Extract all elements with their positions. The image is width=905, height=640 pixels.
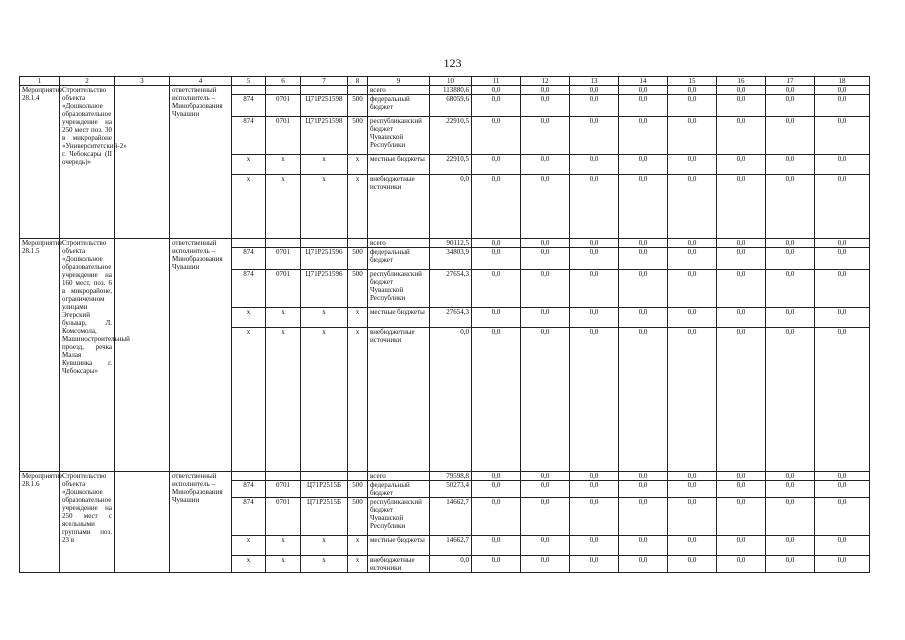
value-col-11: 0,0 (472, 481, 521, 498)
value-col-18: 0,0 (815, 86, 870, 95)
target-article-code: x (301, 308, 348, 328)
column-number: 6 (266, 77, 301, 86)
event-executor: ответственный исполнитель – Минобразования Чувашии (170, 239, 232, 472)
value-col-14: 0,0 (619, 175, 668, 239)
value-col-17: 0,0 (766, 481, 815, 498)
section-code: 0701 (266, 270, 301, 308)
value-col-17: 0,0 (766, 86, 815, 95)
value-col-13: 0,0 (570, 248, 619, 270)
column-number: 7 (301, 77, 348, 86)
event-name: Строительство объекта «Дошкольное образовательное учреждение на 250 мест с ясельными группами поз. 23 в (60, 472, 115, 573)
value-col-15: 0,0 (668, 498, 717, 536)
value-col-16: 0,0 (717, 308, 766, 328)
value-col-13: 0,0 (570, 556, 619, 573)
section-code: x (266, 328, 301, 472)
value-col-14: 0,0 (619, 86, 668, 95)
grbs-code: x (232, 536, 266, 556)
expense-type-code: 500 (348, 481, 368, 498)
value-col-10: 68059,6 (430, 95, 472, 117)
value-col-14: 0,0 (619, 536, 668, 556)
value-col-16: 0,0 (717, 270, 766, 308)
value-col-16: 0,0 (717, 117, 766, 155)
value-col-11: 0,0 (472, 308, 521, 328)
value-col-17: 0,0 (766, 95, 815, 117)
value-col-14: 0,0 (619, 556, 668, 573)
column-number: 1 (20, 77, 60, 86)
value-col-17: 0,0 (766, 536, 815, 556)
value-col-13: 0,0 (570, 536, 619, 556)
event-name: Строительство объекта «Дошкольное образовательное учреждение на 250 мест поз. 30 в микрорайоне «Университетский-2» г. Чебоксары (II очередь)» (60, 86, 115, 239)
column-number: 2 (60, 77, 115, 86)
value-col-16: 0,0 (717, 95, 766, 117)
value-col-14: 0,0 (619, 117, 668, 155)
value-col-15: 0,0 (668, 175, 717, 239)
value-col-15: 0,0 (668, 308, 717, 328)
value-col-18: 0,0 (815, 308, 870, 328)
section-code: x (266, 175, 301, 239)
section-code (266, 472, 301, 481)
value-col-12: 0,0 (521, 248, 570, 270)
column-number: 16 (717, 77, 766, 86)
value-col-12: 0,0 (521, 95, 570, 117)
grbs-code: x (232, 175, 266, 239)
value-col-17: 0,0 (766, 498, 815, 536)
target-article-code: x (301, 556, 348, 573)
grbs-code: x (232, 308, 266, 328)
funding-source: республиканский бюджет Чувашской Республики (368, 498, 430, 536)
value-col-15: 0,0 (668, 328, 717, 472)
value-col-11: 0,0 (472, 248, 521, 270)
value-col-13: 0,0 (570, 498, 619, 536)
grbs-code (232, 86, 266, 95)
expense-type-code: 500 (348, 117, 368, 155)
funding-source: республиканский бюджет Чувашской Республики (368, 117, 430, 155)
expense-type-code: 500 (348, 95, 368, 117)
value-col-13: 0,0 (570, 328, 619, 472)
value-col-15: 0,0 (668, 95, 717, 117)
funding-source: внебюджетные источники (368, 556, 430, 573)
value-col-10: 34803,9 (430, 248, 472, 270)
section-code: x (266, 556, 301, 573)
column-number: 12 (521, 77, 570, 86)
value-col-12: 0,0 (521, 308, 570, 328)
target-article-code (301, 239, 348, 248)
value-col-15: 0,0 (668, 481, 717, 498)
grbs-code: x (232, 155, 266, 175)
column-number: 3 (115, 77, 170, 86)
value-col-16: 0,0 (717, 86, 766, 95)
funding-source: внебюджетные источники (368, 328, 430, 472)
event-executor: ответственный исполнитель – Минобразования Чувашии (170, 86, 232, 239)
value-col-14: 0,0 (619, 95, 668, 117)
value-col-12: 0,0 (521, 481, 570, 498)
grbs-code: 874 (232, 95, 266, 117)
value-col-17: 0,0 (766, 117, 815, 155)
value-col-13: 0,0 (570, 117, 619, 155)
target-article-code: x (301, 328, 348, 472)
expense-type-code: 500 (348, 248, 368, 270)
value-col-10: 113880,6 (430, 86, 472, 95)
value-col-15: 0,0 (668, 556, 717, 573)
value-col-10: 22910,5 (430, 155, 472, 175)
section-code: 0701 (266, 95, 301, 117)
value-col-14: 0,0 (619, 155, 668, 175)
section-code: 0701 (266, 481, 301, 498)
value-col-17: 0,0 (766, 239, 815, 248)
expense-type-code: 500 (348, 270, 368, 308)
table-row (20, 239, 870, 248)
value-col-12: 0,0 (521, 498, 570, 536)
value-col-18: 0,0 (815, 270, 870, 308)
coexecutor-cell (115, 86, 170, 239)
value-col-18: 0,0 (815, 556, 870, 573)
expense-type-code: 500 (348, 498, 368, 536)
value-col-17: 0,0 (766, 556, 815, 573)
value-col-17: 0,0 (766, 175, 815, 239)
value-col-18: 0,0 (815, 328, 870, 472)
value-col-11: 0,0 (472, 270, 521, 308)
value-col-13: 0,0 (570, 155, 619, 175)
value-col-12: 0,0 (521, 556, 570, 573)
value-col-12: 0,0 (521, 328, 570, 472)
section-code (266, 239, 301, 248)
value-col-17: 0,0 (766, 248, 815, 270)
value-col-13: 0,0 (570, 481, 619, 498)
table-row (20, 472, 870, 481)
value-col-18: 0,0 (815, 481, 870, 498)
funding-source: всего (368, 472, 430, 481)
target-article-code: Ц71Р251596 (301, 248, 348, 270)
value-col-11: 0,0 (472, 556, 521, 573)
expense-type-code: x (348, 155, 368, 175)
target-article-code: Ц71Р2515Б (301, 481, 348, 498)
event-name: Строительство объекта «Дошкольное образовательное учреждение на 160 мест, поз. 6 в микрорайоне, ограниченном улицами Эгерский бульвар, Л. Комсомола, Машиностроительный проезд, речка Малая Кувшинка г. Чебоксары» (60, 239, 115, 472)
value-col-16: 0,0 (717, 536, 766, 556)
target-article-code: Ц71Р251598 (301, 95, 348, 117)
value-col-15: 0,0 (668, 536, 717, 556)
value-col-18: 0,0 (815, 536, 870, 556)
column-number: 18 (815, 77, 870, 86)
value-col-14: 0,0 (619, 481, 668, 498)
funding-source: республиканский бюджет Чувашской Республики (368, 270, 430, 308)
event-code: Мероприятие 28.1.6 (20, 472, 60, 573)
column-number: 14 (619, 77, 668, 86)
grbs-code: 874 (232, 270, 266, 308)
column-number: 17 (766, 77, 815, 86)
column-number: 8 (348, 77, 368, 86)
column-number: 4 (170, 77, 232, 86)
section-code: 0701 (266, 498, 301, 536)
column-number: 15 (668, 77, 717, 86)
value-col-14: 0,0 (619, 270, 668, 308)
value-col-11: 0,0 (472, 239, 521, 248)
value-col-11: 0,0 (472, 175, 521, 239)
value-col-10: 0,0 (430, 556, 472, 573)
column-number: 10 (430, 77, 472, 86)
value-col-13: 0,0 (570, 270, 619, 308)
value-col-13: 0,0 (570, 175, 619, 239)
value-col-18: 0,0 (815, 248, 870, 270)
funding-source: местные бюджеты (368, 308, 430, 328)
value-col-11: 0,0 (472, 536, 521, 556)
target-article-code: Ц71Р251598 (301, 117, 348, 155)
value-col-12: 0,0 (521, 155, 570, 175)
value-col-16: 0,0 (717, 175, 766, 239)
funding-source: всего (368, 86, 430, 95)
value-col-14: 0,0 (619, 328, 668, 472)
grbs-code: 874 (232, 481, 266, 498)
value-col-17: 0,0 (766, 472, 815, 481)
value-col-12: 0,0 (521, 536, 570, 556)
value-col-15: 0,0 (668, 472, 717, 481)
value-col-15: 0,0 (668, 270, 717, 308)
event-code: Мероприятие 28.1.4 (20, 86, 60, 239)
expense-type-code: x (348, 556, 368, 573)
value-col-14: 0,0 (619, 498, 668, 536)
value-col-16: 0,0 (717, 498, 766, 536)
value-col-18: 0,0 (815, 155, 870, 175)
value-col-10: 14662,7 (430, 536, 472, 556)
value-col-14: 0,0 (619, 248, 668, 270)
value-col-15: 0,0 (668, 86, 717, 95)
column-number: 13 (570, 77, 619, 86)
value-col-15: 0,0 (668, 239, 717, 248)
value-col-16: 0,0 (717, 328, 766, 472)
value-col-10: 79598,8 (430, 472, 472, 481)
value-col-11: 0,0 (472, 498, 521, 536)
value-col-13: 0,0 (570, 95, 619, 117)
section-code: 0701 (266, 117, 301, 155)
column-number: 11 (472, 77, 521, 86)
coexecutor-cell (115, 472, 170, 573)
value-col-10: 22910,5 (430, 117, 472, 155)
target-article-code: x (301, 175, 348, 239)
value-col-18: 0,0 (815, 95, 870, 117)
value-col-16: 0,0 (717, 472, 766, 481)
grbs-code: 874 (232, 498, 266, 536)
value-col-15: 0,0 (668, 248, 717, 270)
event-code: Мероприятие 28.1.5 (20, 239, 60, 472)
column-number: 5 (232, 77, 266, 86)
expense-type-code: x (348, 175, 368, 239)
value-col-12: 0,0 (521, 117, 570, 155)
target-article-code: x (301, 536, 348, 556)
value-col-13: 0,0 (570, 239, 619, 248)
value-col-11: 0,0 (472, 155, 521, 175)
expense-type-code: x (348, 536, 368, 556)
section-code: x (266, 308, 301, 328)
grbs-code (232, 472, 266, 481)
grbs-code: 874 (232, 248, 266, 270)
value-col-11: 0,0 (472, 86, 521, 95)
value-col-18: 0,0 (815, 498, 870, 536)
value-col-10: 27654,3 (430, 308, 472, 328)
value-col-16: 0,0 (717, 481, 766, 498)
column-number-row (20, 77, 870, 86)
value-col-17: 0,0 (766, 308, 815, 328)
value-col-10: 90112,5 (430, 239, 472, 248)
value-col-17: 0,0 (766, 155, 815, 175)
expense-type-code (348, 86, 368, 95)
target-article-code (301, 86, 348, 95)
value-col-15: 0,0 (668, 117, 717, 155)
section-code (266, 86, 301, 95)
budget-table (19, 76, 870, 573)
value-col-11: 0,0 (472, 328, 521, 472)
value-col-16: 0,0 (717, 248, 766, 270)
value-col-11: 0,0 (472, 95, 521, 117)
value-col-18: 0,0 (815, 175, 870, 239)
value-col-13: 0,0 (570, 308, 619, 328)
value-col-16: 0,0 (717, 556, 766, 573)
value-col-12: 0,0 (521, 239, 570, 248)
value-col-10: 0,0 (430, 175, 472, 239)
value-col-10: 50273,4 (430, 481, 472, 498)
expense-type-code (348, 472, 368, 481)
column-number: 9 (368, 77, 430, 86)
target-article-code: Ц71Р2515Б (301, 498, 348, 536)
value-col-10: 27654,3 (430, 270, 472, 308)
value-col-13: 0,0 (570, 472, 619, 481)
value-col-12: 0,0 (521, 472, 570, 481)
target-article-code: x (301, 155, 348, 175)
value-col-18: 0,0 (815, 472, 870, 481)
value-col-13: 0,0 (570, 86, 619, 95)
value-col-12: 0,0 (521, 86, 570, 95)
expense-type-code (348, 239, 368, 248)
coexecutor-cell (115, 239, 170, 472)
expense-type-code: x (348, 328, 368, 472)
target-article-code: Ц71Р251596 (301, 270, 348, 308)
value-col-15: 0,0 (668, 155, 717, 175)
value-col-17: 0,0 (766, 328, 815, 472)
section-code: x (266, 155, 301, 175)
grbs-code: x (232, 556, 266, 573)
funding-source: федеральный бюджет (368, 481, 430, 498)
expense-type-code: x (348, 308, 368, 328)
table-row (20, 86, 870, 95)
section-code: x (266, 536, 301, 556)
value-col-11: 0,0 (472, 472, 521, 481)
value-col-10: 14662,7 (430, 498, 472, 536)
value-col-16: 0,0 (717, 239, 766, 248)
value-col-18: 0,0 (815, 117, 870, 155)
funding-source: внебюджетные источники (368, 175, 430, 239)
funding-source: федеральный бюджет (368, 248, 430, 270)
value-col-12: 0,0 (521, 270, 570, 308)
value-col-16: 0,0 (717, 155, 766, 175)
event-executor: ответственный исполнитель – Минобразования Чувашии (170, 472, 232, 573)
value-col-10: 0,0 (430, 328, 472, 472)
funding-source: местные бюджеты (368, 536, 430, 556)
funding-source: федеральный бюджет (368, 95, 430, 117)
grbs-code: x (232, 328, 266, 472)
value-col-12: 0,0 (521, 175, 570, 239)
target-article-code (301, 472, 348, 481)
funding-source: всего (368, 239, 430, 248)
value-col-14: 0,0 (619, 472, 668, 481)
value-col-17: 0,0 (766, 270, 815, 308)
page-number: 123 (443, 56, 462, 70)
value-col-18: 0,0 (815, 239, 870, 248)
section-code: 0701 (266, 248, 301, 270)
value-col-11: 0,0 (472, 117, 521, 155)
grbs-code (232, 239, 266, 248)
grbs-code: 874 (232, 117, 266, 155)
value-col-14: 0,0 (619, 308, 668, 328)
funding-source: местные бюджеты (368, 155, 430, 175)
value-col-14: 0,0 (619, 239, 668, 248)
